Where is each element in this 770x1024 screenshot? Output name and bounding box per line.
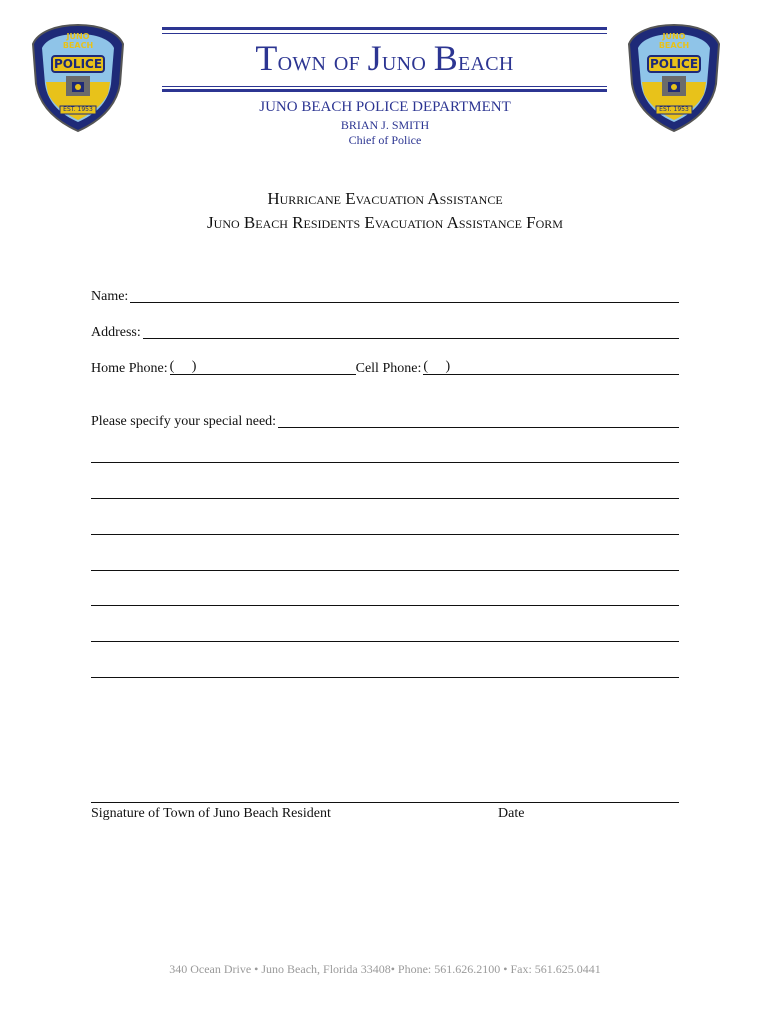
address-field[interactable] <box>91 323 679 341</box>
badge-main-text: POLICE <box>649 57 699 71</box>
home-phone-input[interactable] <box>170 360 356 375</box>
footer-address: 340 Ocean Drive • Juno Beach, Florida 33408• Phone: 561.626.2100 • Fax: 561.625.0441 <box>169 962 601 976</box>
department-name: JUNO BEACH POLICE DEPARTMENT <box>259 99 511 115</box>
cell-phone-label: Cell Phone: <box>355 361 422 376</box>
chief-title: Chief of Police <box>348 133 422 147</box>
chief-name: BRIAN J. SMITH <box>340 118 430 132</box>
form-title-line2: Juno Beach Residents Evacuation Assistance Form <box>207 213 563 232</box>
name-label: Name: <box>91 289 129 304</box>
form-title-line1: Hurricane Evacuation Assistance <box>267 189 503 208</box>
phone-fields <box>91 359 679 377</box>
header-rule-bottom-thin <box>162 86 607 87</box>
header-rule-bottom <box>162 89 607 92</box>
special-need-field[interactable] <box>91 412 679 430</box>
address-label: Address: <box>91 325 141 340</box>
special-need-line-8[interactable] <box>91 677 679 678</box>
special-need-line-3[interactable] <box>91 498 679 499</box>
header-rule-top-thin <box>162 33 607 34</box>
address-input-line[interactable] <box>143 324 679 339</box>
name-input-line[interactable] <box>130 288 679 303</box>
special-need-input-line[interactable] <box>278 413 679 428</box>
badge-top-text: JUNO BEACH <box>62 32 94 50</box>
badge-est-text: EST. 1953 <box>659 106 689 113</box>
special-need-line-7[interactable] <box>91 641 679 642</box>
special-need-line-6[interactable] <box>91 605 679 606</box>
date-label: Date <box>498 806 525 821</box>
cell-phone-input[interactable] <box>423 360 679 375</box>
special-need-label: Please specify your special need: <box>91 414 277 429</box>
badge-top-text: JUNO BEACH <box>658 32 690 50</box>
special-need-line-5[interactable] <box>91 570 679 571</box>
cell-phone-parens: ( ) <box>423 359 451 374</box>
town-title: Town of Juno Beach <box>255 38 514 78</box>
special-need-line-4[interactable] <box>91 534 679 535</box>
badge-main-text: POLICE <box>53 57 103 71</box>
name-field[interactable] <box>91 287 679 305</box>
signature-label: Signature of Town of Juno Beach Resident <box>91 806 331 821</box>
header-rule-top <box>162 27 607 30</box>
signature-line[interactable] <box>91 802 679 803</box>
home-phone-label: Home Phone: <box>91 361 168 376</box>
special-need-line-2[interactable] <box>91 462 679 463</box>
home-phone-parens: ( ) <box>169 359 197 374</box>
badge-est-text: EST. 1953 <box>63 106 93 113</box>
